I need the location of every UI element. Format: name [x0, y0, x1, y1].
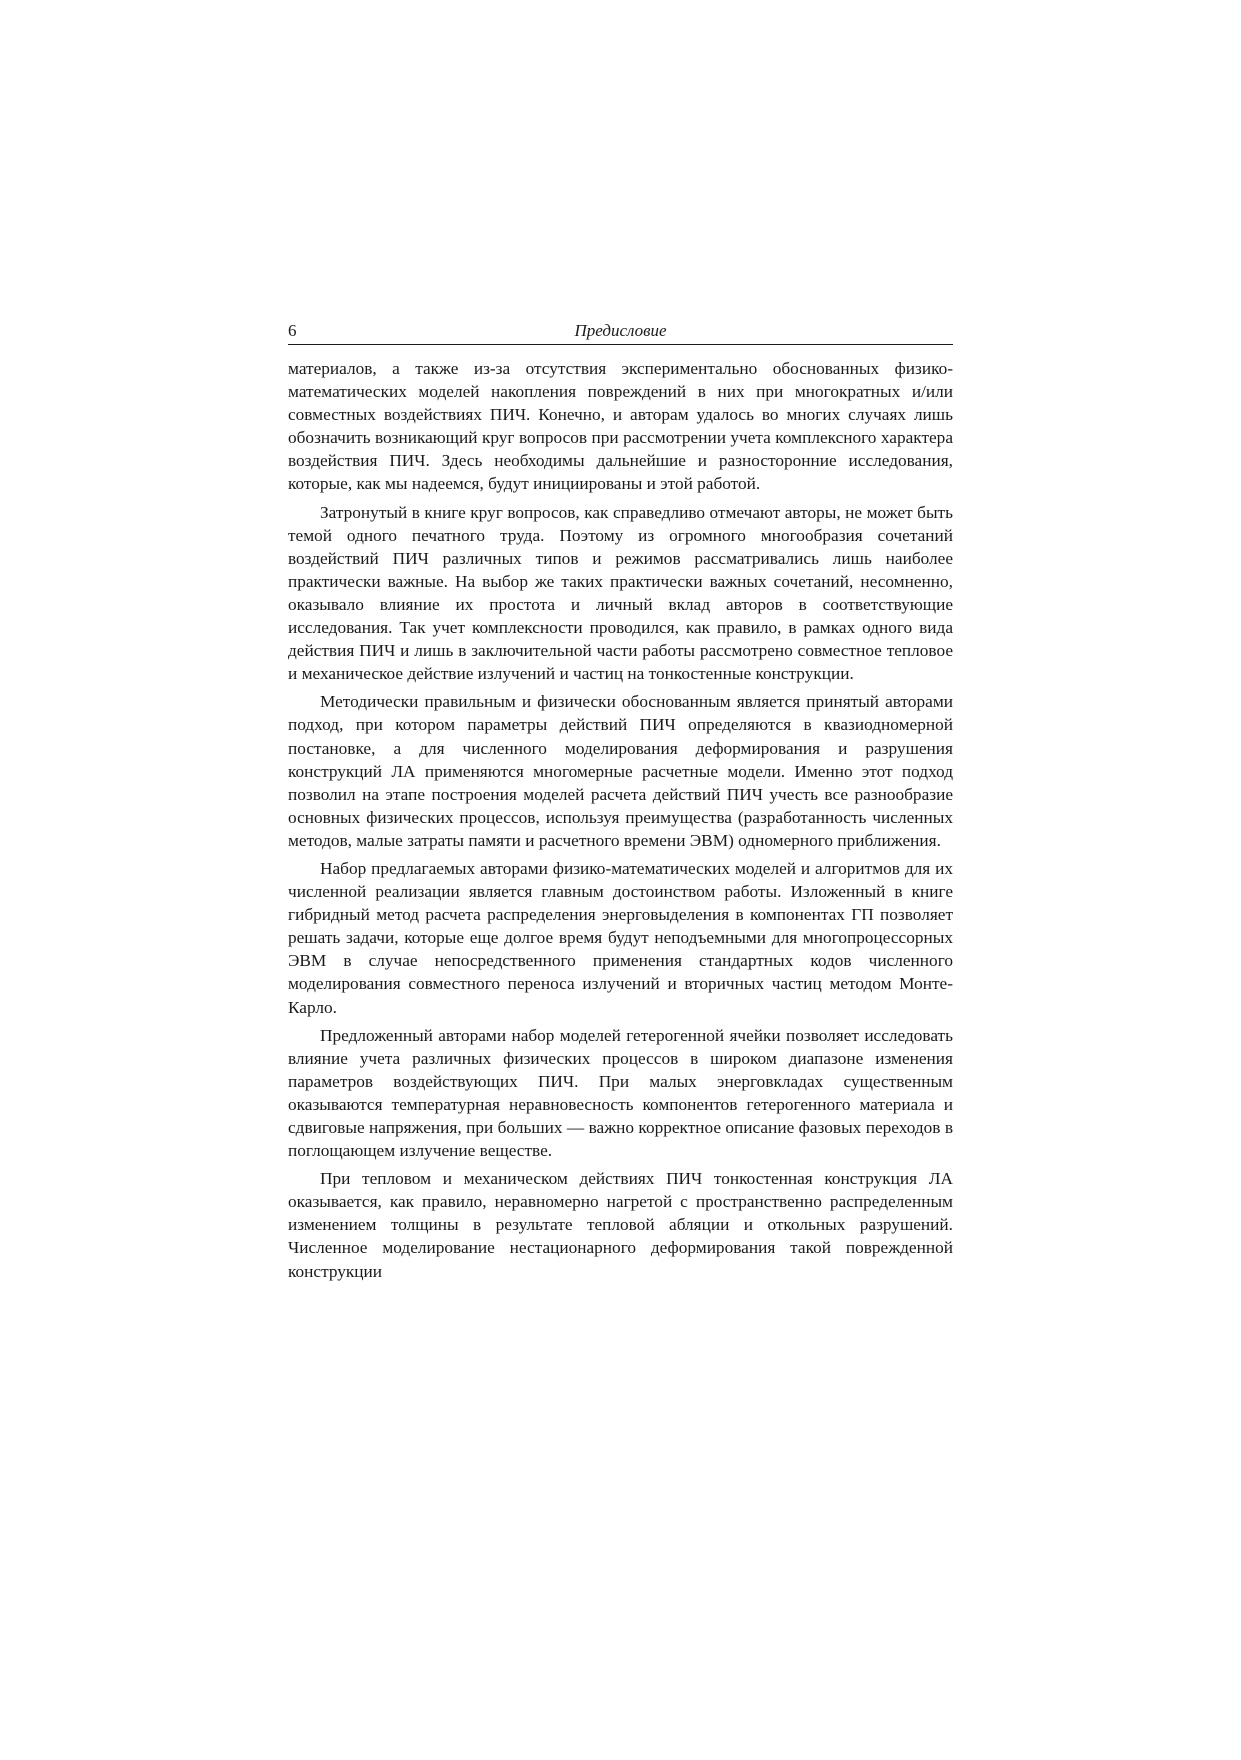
running-head [288, 318, 953, 345]
paragraph-4: Набор предлагаемых авторами физико-математических моделей и алгоритмов для их численной реализации является главным достоинством работы. Изложенный в книге гибридный метод расчета распределения энерговыделения в компонентах ГП позволяет решать задачи, которые еще долгое время будут неподъемными для многопроцессорных ЭВМ в случае непосредственного применения стандартных кодов численного моделирования совместного переноса излучений и вторичных частиц методом Монте-Карло. [288, 858, 953, 1017]
book-page [288, 318, 953, 1288]
paragraph-2: Затронутый в книге круг вопросов, как справедливо отмечают авторы, не может быть темой одного печатного труда. Поэтому из огромного многообразия сочетаний воздействий ПИЧ различных типов и режимов рассматривались лишь наиболее практически важные. На выбор же таких практически важных сочетаний, несомненно, оказывало влияние их простота и личный вклад авторов в соответствующие исследования. Так учет комплексности проводился, как правило, в рамках одного вида действия ПИЧ и лишь в заключительной части работы рассмотрено совместное тепловое и механическое действие излучений и частиц на тонкостенные конструкции. [288, 502, 953, 684]
page-number: 6 [288, 321, 297, 340]
paragraph-6: При тепловом и механическом действиях ПИЧ тонкостенная конструкция ЛА оказывается, как правило, неравномерно нагретой с пространственно распределенным изменением толщины в результате тепловой абляции и откольных разрушений. Численное моделирование нестационарного деформирования такой поврежденной конструкции [288, 1169, 953, 1281]
running-title: Предисловие [574, 321, 667, 340]
paragraph-3: Методически правильным и физически обоснованным является принятый авторами подход, при котором параметры действий ПИЧ определяются в квазиодномерной постановке, а для численного моделирования деформирования и разрушения конструкций ЛА применяются многомерные расчетные модели. Именно этот подход позволил на этапе построения моделей расчета действий ПИЧ учесть все разнообразие основных физических процессов, используя преимущества (разработанность численных методов, малые затраты памяти и расчетного времени ЭВМ) одномерного приближения. [288, 692, 953, 850]
paragraph-1: материалов, а также из-за отсутствия экспериментально обоснованных физико-математических моделей накопления повреждений в них при многократных и/или совместных воздействиях ПИЧ. Конечно, и авторам удалось во многих случаях лишь обозначить возникающий круг вопросов при рассмотрении учета комплексного характера воздействия ПИЧ. Здесь необходимы дальнейшие и разносторонние исследования, которые, как мы надеемся, будут инициированы и этой работой. [288, 359, 953, 494]
paragraph-5: Предложенный авторами набор моделей гетерогенной ячейки позволяет исследовать влияние учета различных физических процессов в широком диапазоне изменения параметров воздействующих ПИЧ. При малых энерговкладах существенным оказываются температурная неравновесность компонентов гетерогенного материала и сдвиговые напряжения, при больших — важно корректное описание фазовых переходов в поглощающем излучение веществе. [288, 1025, 953, 1161]
body-text [288, 357, 953, 1283]
